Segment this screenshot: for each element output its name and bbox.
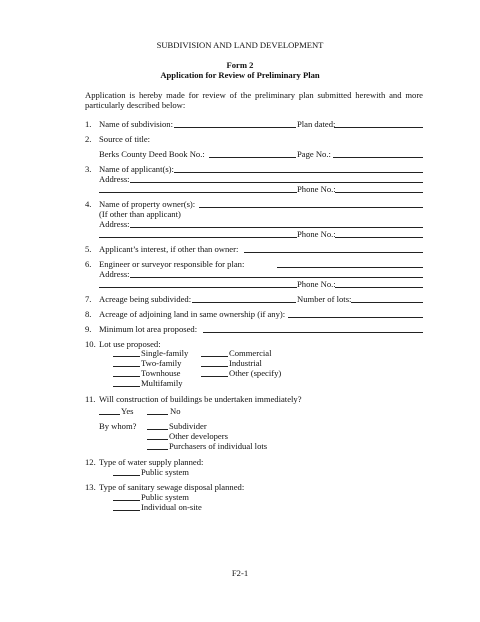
item-7-label: Acreage being subdivided: bbox=[99, 294, 192, 304]
page-no-field[interactable] bbox=[333, 157, 423, 158]
engineer-address-field[interactable] bbox=[130, 277, 423, 278]
engineer-phone-field[interactable] bbox=[335, 287, 423, 288]
item-10-label: Lot use proposed: bbox=[99, 339, 161, 349]
lot-use-option: Two-family bbox=[141, 358, 182, 368]
subdivider-blank[interactable] bbox=[147, 429, 168, 430]
owner-address-field-2[interactable] bbox=[99, 237, 297, 238]
owner-phone-field[interactable] bbox=[335, 237, 423, 238]
yes-label: Yes bbox=[121, 406, 134, 416]
subdivision-name-field[interactable] bbox=[174, 127, 296, 128]
water-public-blank[interactable] bbox=[113, 475, 140, 476]
item-2-sub-2: Page No.: bbox=[297, 149, 331, 159]
intro-line-1: Application is hereby made for review of the preliminary plan submitted herewith and more bbox=[85, 90, 423, 100]
item-8-label: Acreage of adjoining land in same ownership (if any): bbox=[99, 309, 286, 319]
section-title: SUBDIVISION AND LAND DEVELOPMENT bbox=[156, 40, 324, 50]
lot-use-option: Other (specify) bbox=[229, 368, 282, 378]
townhouse-blank[interactable] bbox=[113, 376, 140, 377]
item-2-sub-1: Berks County Deed Book No.: bbox=[99, 149, 205, 159]
sewage-public-blank[interactable] bbox=[113, 500, 140, 501]
item-7-label-2: Number of lots: bbox=[297, 294, 352, 304]
other-developers-blank[interactable] bbox=[147, 439, 168, 440]
deed-book-field[interactable] bbox=[209, 157, 296, 158]
applicant-interest-field[interactable] bbox=[244, 252, 423, 253]
item-6-phone-label: Phone No.: bbox=[297, 279, 336, 289]
item-4-number: 4. bbox=[85, 199, 92, 209]
water-option: Public system bbox=[141, 467, 189, 477]
form-title: Application for Review of Preliminary Plan bbox=[160, 70, 320, 80]
applicant-name-field[interactable] bbox=[174, 172, 423, 173]
item-1-label: Name of subdivision: bbox=[99, 119, 173, 129]
item-11-number: 11. bbox=[85, 394, 96, 404]
item-3-label: Name of applicant(s): bbox=[99, 164, 174, 174]
page-number: F2-1 bbox=[231, 568, 249, 578]
lot-use-option: Commercial bbox=[229, 348, 272, 358]
lot-use-option: Industrial bbox=[229, 358, 262, 368]
single-family-blank[interactable] bbox=[113, 356, 140, 357]
purchasers-blank[interactable] bbox=[147, 449, 168, 450]
item-12-number: 12. bbox=[85, 457, 96, 467]
item-5-label: Applicant’s interest, if other than owner: bbox=[99, 244, 239, 254]
item-1-label-2: Plan dated: bbox=[297, 119, 336, 129]
item-2-number: 2. bbox=[85, 134, 92, 144]
item-1-number: 1. bbox=[85, 119, 92, 129]
sewage-onsite-blank[interactable] bbox=[113, 510, 140, 511]
item-6-label: Engineer or surveyor responsible for plan: bbox=[99, 259, 245, 269]
multifamily-blank[interactable] bbox=[113, 386, 140, 387]
no-label: No bbox=[170, 406, 181, 416]
sewage-option: Public system bbox=[141, 492, 189, 502]
intro-line-2: particularly described below: bbox=[85, 100, 186, 110]
whom-option: Purchasers of individual lots bbox=[169, 441, 268, 451]
item-4-address-label: Address: bbox=[99, 219, 130, 229]
sewage-option: Individual on-site bbox=[141, 502, 202, 512]
adjoining-acreage-field[interactable] bbox=[288, 317, 423, 318]
item-4-note: (If other than applicant) bbox=[99, 209, 181, 219]
by-whom-label: By whom? bbox=[99, 421, 137, 431]
item-13-label: Type of sanitary sewage disposal planned: bbox=[99, 482, 245, 492]
whom-option: Other developers bbox=[169, 431, 228, 441]
applicant-address-field-2[interactable] bbox=[99, 192, 297, 193]
item-7-number: 7. bbox=[85, 294, 92, 304]
item-9-number: 9. bbox=[85, 324, 92, 334]
engineer-address-field-2[interactable] bbox=[99, 287, 297, 288]
two-family-blank[interactable] bbox=[113, 366, 140, 367]
item-6-address-label: Address: bbox=[99, 269, 130, 279]
lot-use-option: Townhouse bbox=[141, 368, 181, 378]
owner-name-field[interactable] bbox=[199, 207, 423, 208]
other-blank[interactable] bbox=[201, 376, 228, 377]
item-4-label: Name of property owner(s): bbox=[99, 199, 196, 209]
no-blank[interactable] bbox=[147, 414, 168, 415]
item-9-label: Minimum lot area proposed: bbox=[99, 324, 198, 334]
number-of-lots-field[interactable] bbox=[351, 302, 423, 303]
lot-use-option: Multifamily bbox=[141, 378, 183, 388]
item-12-label: Type of water supply planned: bbox=[99, 457, 204, 467]
item-3-phone-label: Phone No.: bbox=[297, 184, 336, 194]
item-11-label: Will construction of buildings be undertaken immediately? bbox=[99, 394, 302, 404]
item-8-number: 8. bbox=[85, 309, 92, 319]
item-5-number: 5. bbox=[85, 244, 92, 254]
owner-address-field[interactable] bbox=[130, 227, 423, 228]
applicant-phone-field[interactable] bbox=[335, 192, 423, 193]
item-13-number: 13. bbox=[85, 482, 96, 492]
industrial-blank[interactable] bbox=[201, 366, 228, 367]
commercial-blank[interactable] bbox=[201, 356, 228, 357]
form-number: Form 2 bbox=[226, 60, 254, 70]
applicant-address-field[interactable] bbox=[130, 182, 423, 183]
item-6-number: 6. bbox=[85, 259, 92, 269]
acreage-field[interactable] bbox=[192, 302, 296, 303]
yes-blank[interactable] bbox=[99, 414, 120, 415]
minimum-lot-area-field[interactable] bbox=[203, 332, 423, 333]
engineer-name-field[interactable] bbox=[277, 267, 423, 268]
plan-dated-field[interactable] bbox=[334, 127, 423, 128]
item-2-label: Source of title: bbox=[99, 134, 151, 144]
whom-option: Subdivider bbox=[169, 421, 207, 431]
item-3-address-label: Address: bbox=[99, 174, 130, 184]
item-4-phone-label: Phone No.: bbox=[297, 229, 336, 239]
item-10-number: 10. bbox=[85, 339, 96, 349]
item-3-number: 3. bbox=[85, 164, 92, 174]
lot-use-option: Single-family bbox=[141, 348, 189, 358]
